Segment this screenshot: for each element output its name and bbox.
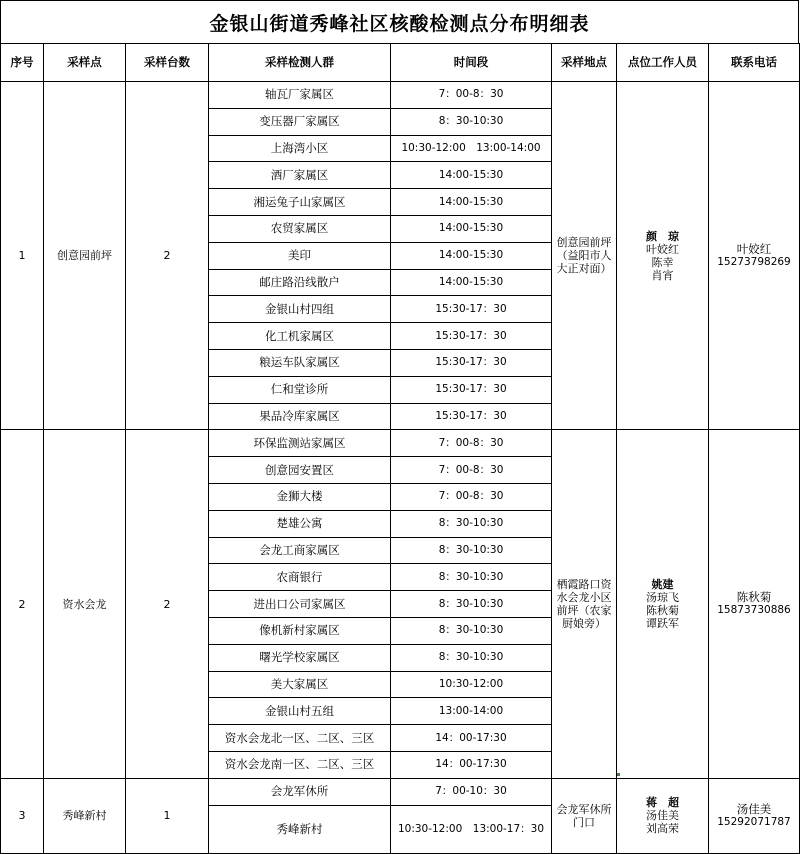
crowd-cell: 美印	[209, 242, 391, 269]
site-units-cell: 2	[126, 430, 209, 778]
contact-phone: 15873730886	[717, 604, 791, 617]
time-cell: 7：00-8：30	[391, 430, 552, 457]
crowd-cell: 美大家属区	[209, 671, 391, 698]
contact-name: 叶姣红	[736, 241, 772, 256]
crowd-cell: 金银山村五组	[209, 698, 391, 725]
contact-cell	[709, 430, 800, 778]
site-location-cell: 栖霞路口资水会龙小区前坪（农家厨娘旁）	[552, 430, 617, 778]
time-cell: 10:30-12:00 13:00-17：30	[391, 805, 552, 853]
crowd-cell: 资水会龙南一区、二区、三区	[209, 751, 391, 778]
time-cell: 10:30-12:00 13:00-14:00	[391, 135, 552, 162]
site-units-cell: 1	[126, 778, 209, 853]
header-staff: 点位工作人员	[617, 44, 709, 82]
header-site: 采样点	[44, 44, 126, 82]
contact-name: 陈秋菊	[736, 590, 772, 605]
crowd-cell: 金狮大楼	[209, 483, 391, 510]
time-cell: 8：30-10:30	[391, 510, 552, 537]
crowd-cell: 金银山村四组	[209, 296, 391, 323]
time-cell: 14:00-15:30	[391, 215, 552, 242]
time-cell: 14:00-15:30	[391, 162, 552, 189]
crowd-cell: 楚雄公寓	[209, 510, 391, 537]
crowd-cell: 粮运车队家属区	[209, 349, 391, 376]
time-cell: 14：00-17:30	[391, 725, 552, 752]
time-cell: 7：00-8：30	[391, 82, 552, 109]
crowd-cell: 邮庄路沿线散户	[209, 269, 391, 296]
time-cell: 7：00-10：30	[391, 778, 552, 805]
staff-member: 肖宵	[651, 268, 674, 282]
time-cell: 8：30-10:30	[391, 108, 552, 135]
time-cell: 15:30-17：30	[391, 376, 552, 403]
site-seq-cell: 2	[1, 430, 44, 778]
time-cell: 15:30-17：30	[391, 349, 552, 376]
time-cell: 7：00-8：30	[391, 457, 552, 484]
time-cell: 14:00-15:30	[391, 269, 552, 296]
crowd-cell: 农商银行	[209, 564, 391, 591]
site-name-cell: 资水会龙	[44, 430, 126, 778]
crowd-cell: 创意园安置区	[209, 457, 391, 484]
time-cell: 15:30-17：30	[391, 323, 552, 350]
site-seq-cell: 1	[1, 82, 44, 430]
staff-member: 陈秋菊	[646, 604, 679, 618]
staff-cell	[617, 430, 709, 778]
crowd-cell: 进出口公司家属区	[209, 591, 391, 618]
site-units-cell: 2	[126, 82, 209, 430]
crowd-cell: 曙光学校家属区	[209, 644, 391, 671]
crowd-cell: 湘运兔子山家属区	[209, 189, 391, 216]
staff-lead: 颜 琼	[646, 229, 679, 243]
contact-phone: 15292071787	[717, 815, 791, 828]
staff-member: 叶姣红	[646, 242, 679, 256]
staff-cell	[617, 778, 709, 853]
contact-cell	[709, 82, 800, 430]
time-cell: 8：30-10:30	[391, 644, 552, 671]
time-cell: 7：00-8：30	[391, 483, 552, 510]
crowd-cell: 仁和堂诊所	[209, 376, 391, 403]
staff-lead: 蒋 超	[646, 796, 679, 810]
header-phone: 联系电话	[709, 44, 800, 82]
table-row	[1, 778, 800, 805]
time-cell: 8：30-10:30	[391, 591, 552, 618]
crowd-cell: 化工机家属区	[209, 323, 391, 350]
table-row	[1, 82, 800, 109]
contact-phone: 15273798269	[717, 255, 791, 268]
header-row	[1, 44, 800, 82]
header-crowd: 采样检测人群	[209, 44, 391, 82]
time-cell: 15:30-17：30	[391, 403, 552, 430]
staff-member: 谭跃军	[646, 617, 679, 631]
time-cell: 15:30-17：30	[391, 296, 552, 323]
crowd-cell: 会龙军休所	[209, 778, 391, 805]
header-units: 采样台数	[126, 44, 209, 82]
crowd-cell: 变压器厂家属区	[209, 108, 391, 135]
time-cell: 14:00-15:30	[391, 189, 552, 216]
table-title: 金银山街道秀峰社区核酸检测点分布明细表	[0, 0, 799, 44]
site-location-cell: 会龙军休所门口	[552, 778, 617, 853]
crowd-cell: 轴瓦厂家属区	[209, 82, 391, 109]
staff-member: 刘高荣	[646, 822, 679, 836]
time-cell: 10:30-12:00	[391, 671, 552, 698]
time-cell: 13:00-14:00	[391, 698, 552, 725]
crowd-cell: 果品冷库家属区	[209, 403, 391, 430]
time-cell: 8：30-10:30	[391, 564, 552, 591]
staff-member: 汤琼飞	[646, 591, 679, 605]
site-seq-cell: 3	[1, 778, 44, 853]
time-cell: 14：00-17:30	[391, 751, 552, 778]
header-time: 时间段	[391, 44, 552, 82]
cell-comment-marker	[617, 773, 620, 776]
site-name-cell: 创意园前坪	[44, 82, 126, 430]
crowd-cell: 酒厂家属区	[209, 162, 391, 189]
staff-member: 陈幸	[651, 255, 674, 269]
table-row	[1, 430, 800, 457]
staff-lead: 姚建	[651, 578, 674, 592]
site-name-cell: 秀峰新村	[44, 778, 126, 853]
contact-cell	[709, 778, 800, 853]
header-place: 采样地点	[552, 44, 617, 82]
crowd-cell: 环保监测站家属区	[209, 430, 391, 457]
staff-member: 汤佳美	[646, 809, 679, 823]
time-cell: 14:00-15:30	[391, 242, 552, 269]
time-cell: 8：30-10:30	[391, 617, 552, 644]
crowd-cell: 上海湾小区	[209, 135, 391, 162]
contact-name: 汤佳美	[736, 801, 772, 816]
staff-cell	[617, 82, 709, 430]
crowd-cell: 秀峰新村	[209, 805, 391, 853]
crowd-cell: 农贸家属区	[209, 215, 391, 242]
site-location-cell: 创意园前坪（益阳市人大正对面）	[552, 82, 617, 430]
crowd-cell: 会龙工商家属区	[209, 537, 391, 564]
crowd-cell: 资水会龙北一区、二区、三区	[209, 725, 391, 752]
header-seq: 序号	[1, 44, 44, 82]
detail-table	[0, 43, 800, 854]
time-cell: 8：30-10:30	[391, 537, 552, 564]
crowd-cell: 像机新村家属区	[209, 617, 391, 644]
